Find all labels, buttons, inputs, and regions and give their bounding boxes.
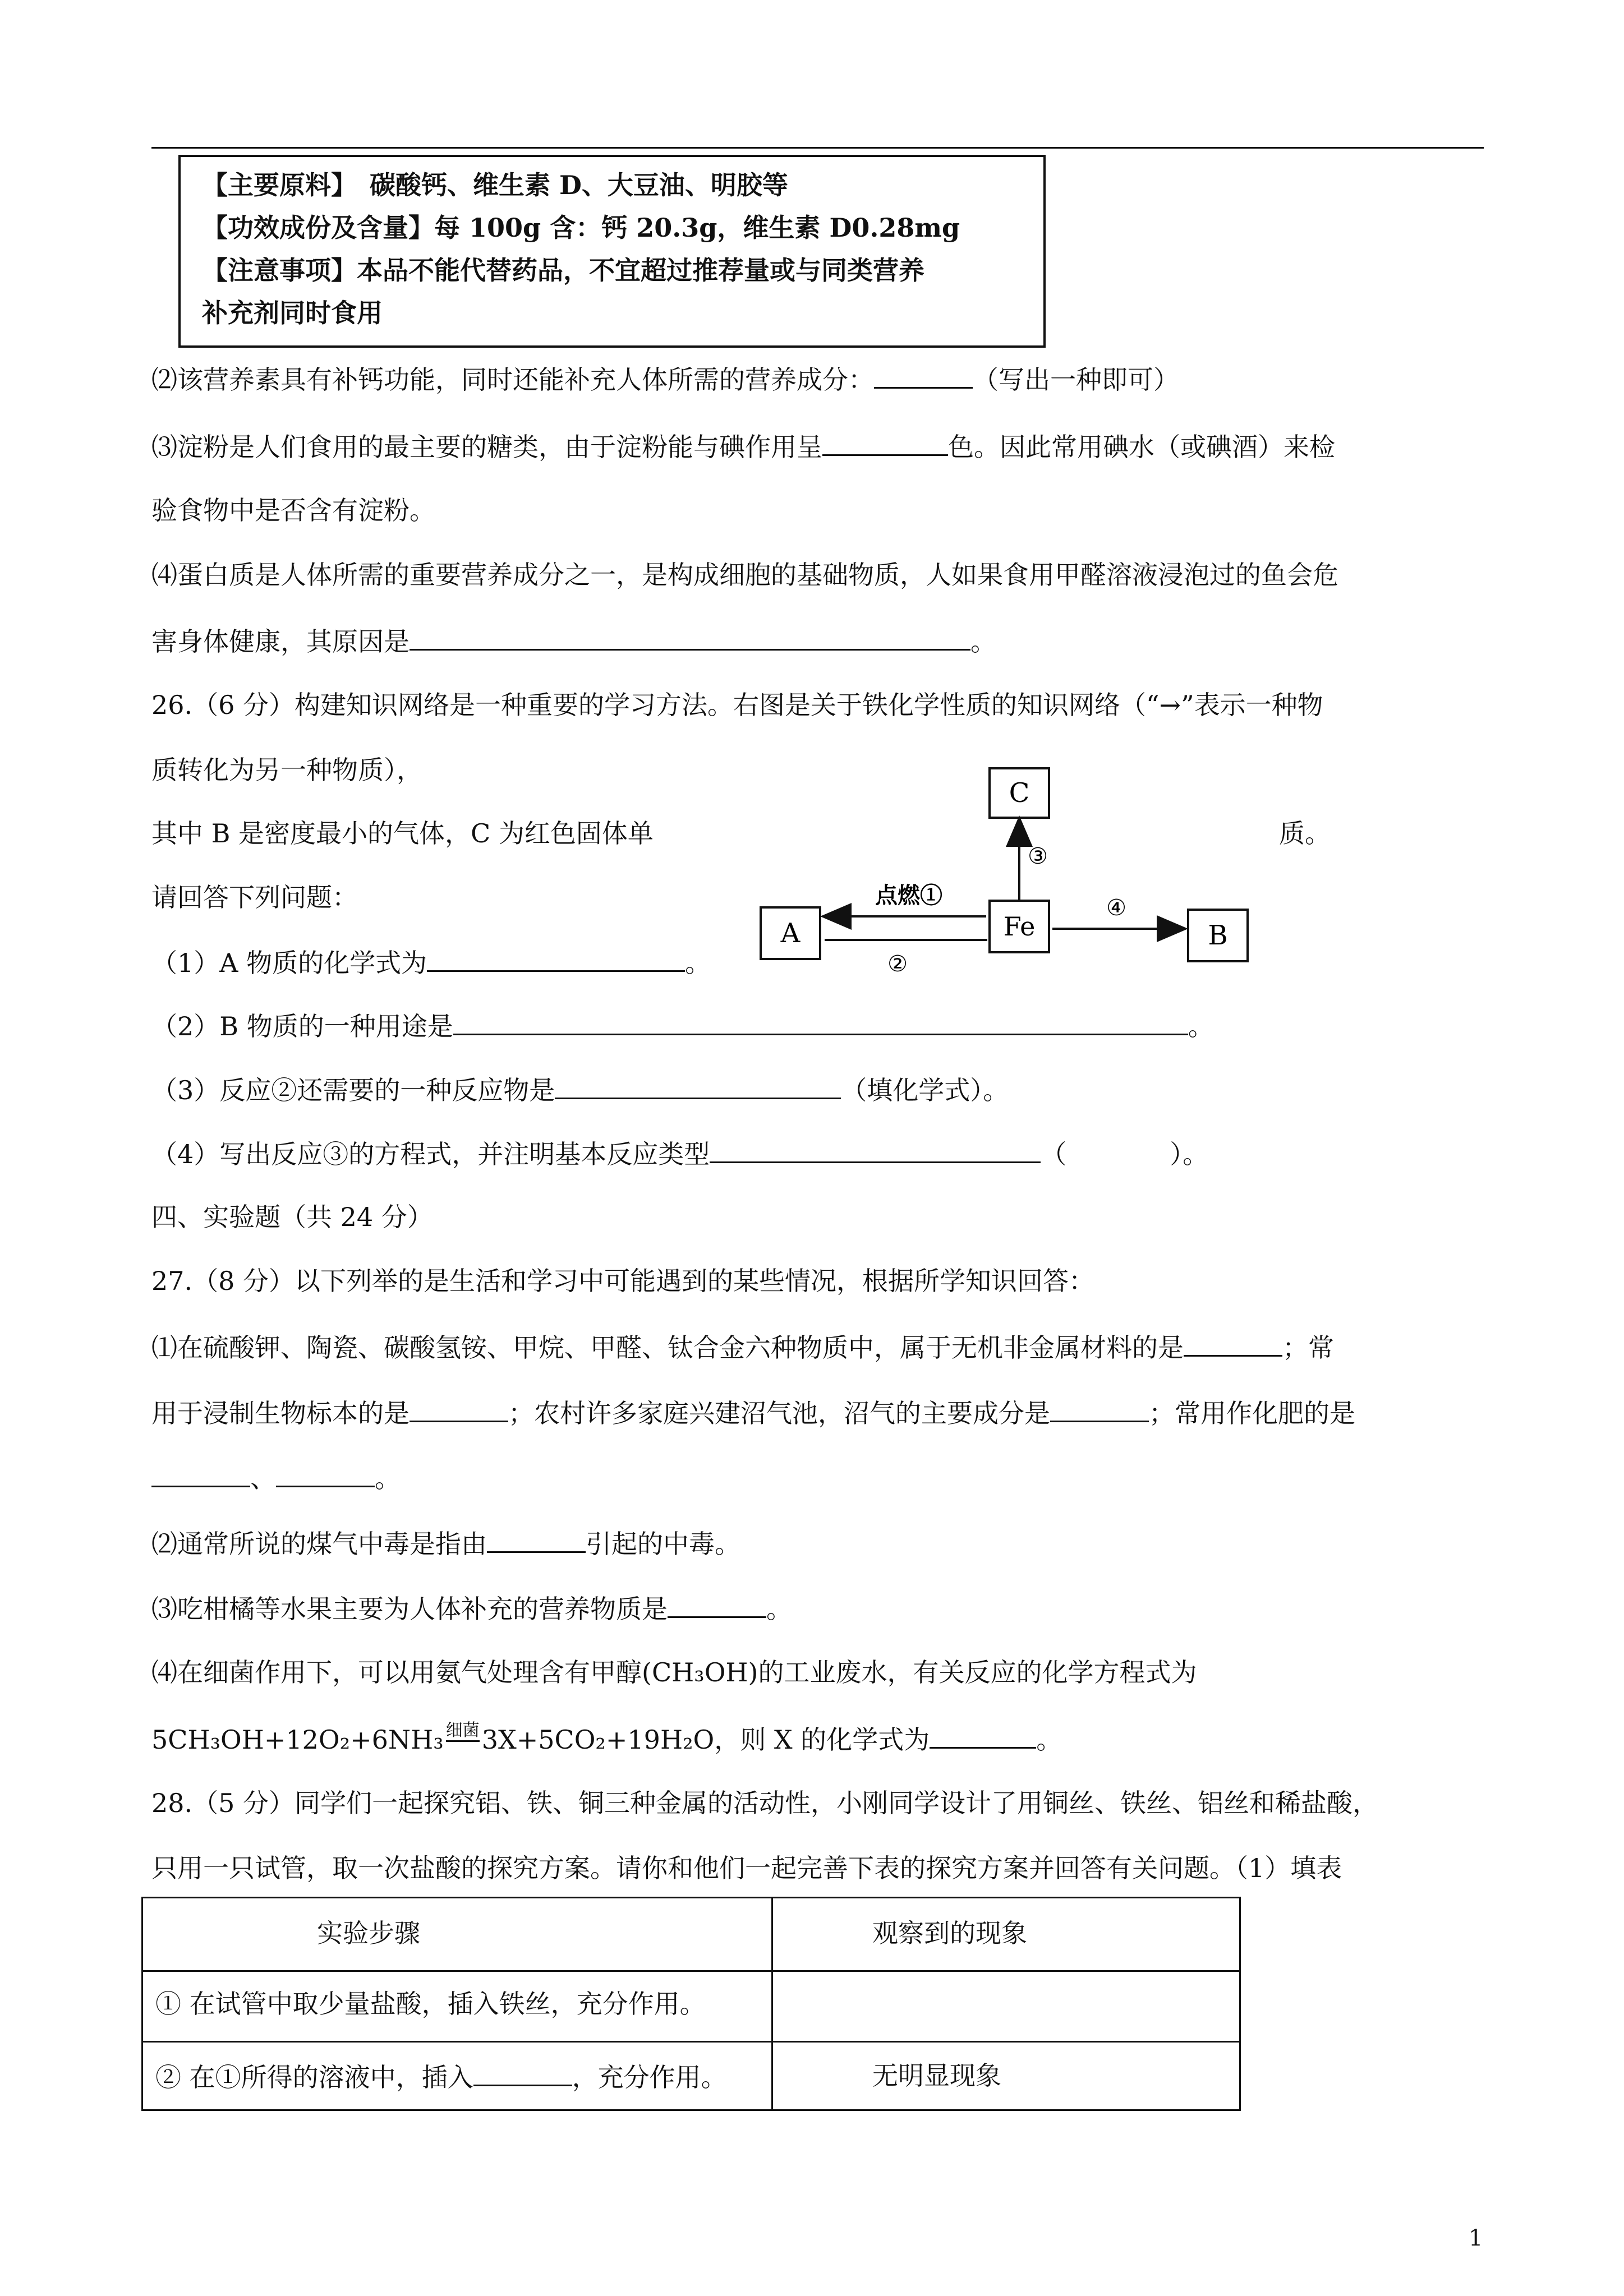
nutrition-label-box bbox=[178, 155, 1046, 348]
question-27-1: ⑴在硫酸钾、陶瓷、碳酸氢铵、甲烷、甲醛、钛合金六种物质中，属于无机非金属材料的是 ；常 bbox=[151, 1329, 1334, 1364]
answer-blank[interactable] bbox=[555, 1072, 841, 1099]
node-a-label: A bbox=[780, 918, 801, 949]
answer-blank[interactable] bbox=[410, 1395, 508, 1422]
question-26-sub1: （1）A 物质的化学式为 。 bbox=[151, 944, 711, 980]
label-reaction-4: ④ bbox=[1106, 895, 1126, 921]
node-b-label: B bbox=[1208, 920, 1228, 951]
answer-blank[interactable] bbox=[668, 1590, 766, 1618]
answer-blank[interactable] bbox=[151, 1460, 250, 1487]
answer-blank[interactable] bbox=[410, 623, 970, 651]
label-ignite-1: 点燃① bbox=[875, 882, 942, 909]
question-27-3: ⑶吃柑橘等水果主要为人体补充的营养物质是 。 bbox=[151, 1590, 792, 1626]
label-reaction-2: ② bbox=[887, 951, 908, 977]
answer-blank[interactable] bbox=[710, 1136, 1041, 1163]
label-reaction-3: ③ bbox=[1028, 843, 1048, 869]
question-27: 27.（8 分）以下列举的是生活和学习中可能遇到的某些情况，根据所学知识回答： bbox=[151, 1266, 1095, 1296]
node-c-label: C bbox=[1009, 777, 1030, 809]
question-26-line3b: 质。 bbox=[1279, 818, 1331, 849]
table-cell-step-2: ② 在①所得的溶液中，插入 ，充分作用。 bbox=[155, 2059, 767, 2094]
label-content: 【功效成份及含量】每 100g 含：钙 20.3g，维生素 D0.28mg bbox=[202, 213, 960, 243]
question-4: ⑷蛋白质是人体所需的重要营养成分之一，是构成细胞的基础物质，人如果食用甲醛溶液浸泡过的鱼会危 bbox=[151, 560, 1338, 590]
answer-blank[interactable] bbox=[1184, 1329, 1282, 1357]
question-26-sub3: （3）反应②还需要的一种反应物是 （填化学式）。 bbox=[151, 1072, 1009, 1107]
question-26-sub4: （4）写出反应③的方程式，并注明基本反应类型 （ ）。 bbox=[151, 1136, 1208, 1171]
answer-blank[interactable] bbox=[453, 1008, 1188, 1035]
table-header-observations: 观察到的现象 bbox=[872, 1918, 1027, 1948]
question-2: ⑵该营养素具有补钙功能，同时还能补充人体所需的营养成分： （写出一种即可） bbox=[151, 361, 1179, 397]
answer-blank[interactable] bbox=[276, 1460, 375, 1487]
question-27-4-equation: 5CH₃OH+12O₂+6NH₃ 细菌3X+5CO₂+19H₂O，则 X 的化学式为 。 bbox=[151, 1721, 1062, 1755]
question-26-line2: 质转化为另一种物质）， bbox=[151, 755, 422, 785]
table-row-divider bbox=[143, 1970, 1239, 1972]
answer-blank[interactable] bbox=[1050, 1395, 1149, 1422]
label-main-ingredients: 【主要原料】 碳酸钙、维生素 D、大豆油、明胶等 bbox=[202, 170, 788, 200]
question-26-line3a: 其中 B 是密度最小的气体，C 为红色固体单 bbox=[151, 818, 654, 849]
answer-blank[interactable] bbox=[930, 1721, 1036, 1749]
question-28: 28.（5 分）同学们一起探究铝、铁、铜三种金属的活动性，小刚同学设计了用铜丝、铁丝、铝丝和稀盐酸， bbox=[151, 1788, 1379, 1818]
label-notice-cont: 补充剂同时食用 bbox=[202, 298, 383, 328]
answer-blank[interactable] bbox=[822, 428, 948, 456]
question-26-line4: 请回答下列问题： bbox=[151, 882, 358, 912]
header-rule bbox=[151, 147, 1484, 149]
question-3-line2: 验食物中是否含有淀粉。 bbox=[151, 495, 435, 525]
page-number: 1 bbox=[1469, 2225, 1483, 2251]
question-3: ⑶淀粉是人们食用的最主要的糖类，由于淀粉能与碘作用呈 色。因此常用碘水（或碘酒）来检 bbox=[151, 428, 1335, 464]
question-27-1-line3: 、 。 bbox=[151, 1460, 401, 1495]
question-26: 26.（6 分）构建知识网络是一种重要的学习方法。右图是关于铁化学性质的知识网络（“→”表示一种物 bbox=[151, 690, 1323, 720]
label-notice: 【注意事项】本品不能代替药品，不宜超过推荐量或与同类营养 bbox=[202, 255, 924, 285]
answer-blank[interactable] bbox=[487, 1525, 586, 1553]
table-cell-obs-2: 无明显现象 bbox=[872, 2060, 1001, 2091]
question-27-4: ⑷在细菌作用下，可以用氨气处理含有甲醇(CH₃OH)的工业废水，有关反应的化学方程式为 bbox=[151, 1657, 1197, 1688]
node-fe-label: Fe bbox=[1003, 911, 1036, 942]
question-27-1-line2: 用于浸制生物标本的是 ；农村许多家庭兴建沼气池，沼气的主要成分是 ；常用作化肥的是 bbox=[151, 1395, 1355, 1430]
table-row-divider bbox=[143, 2041, 1239, 2043]
section-heading: 四、实验题（共 24 分） bbox=[151, 1202, 433, 1232]
iron-reaction-diagram bbox=[746, 763, 1262, 987]
table-column-divider bbox=[771, 1898, 773, 2109]
question-26-sub2: （2）B 物质的一种用途是 。 bbox=[151, 1008, 1214, 1043]
experiment-table bbox=[141, 1897, 1241, 2111]
question-28-line2: 只用一只试管，取一次盐酸的探究方案。请你和他们一起完善下表的探究方案并回答有关问题。（1）填表 bbox=[151, 1853, 1342, 1883]
answer-blank[interactable] bbox=[427, 944, 685, 972]
table-header-steps: 实验步骤 bbox=[317, 1918, 420, 1948]
reaction-condition: 细菌 bbox=[446, 1721, 480, 1742]
answer-blank[interactable] bbox=[874, 361, 973, 389]
question-27-2: ⑵通常所说的煤气中毒是指由 引起的中毒。 bbox=[151, 1525, 740, 1561]
table-cell-step-1: ① 在试管中取少量盐酸，插入铁丝，充分作用。 bbox=[155, 1989, 706, 2019]
answer-blank[interactable] bbox=[473, 2059, 572, 2086]
question-4-line2: 害身体健康，其原因是 。 bbox=[151, 623, 996, 658]
